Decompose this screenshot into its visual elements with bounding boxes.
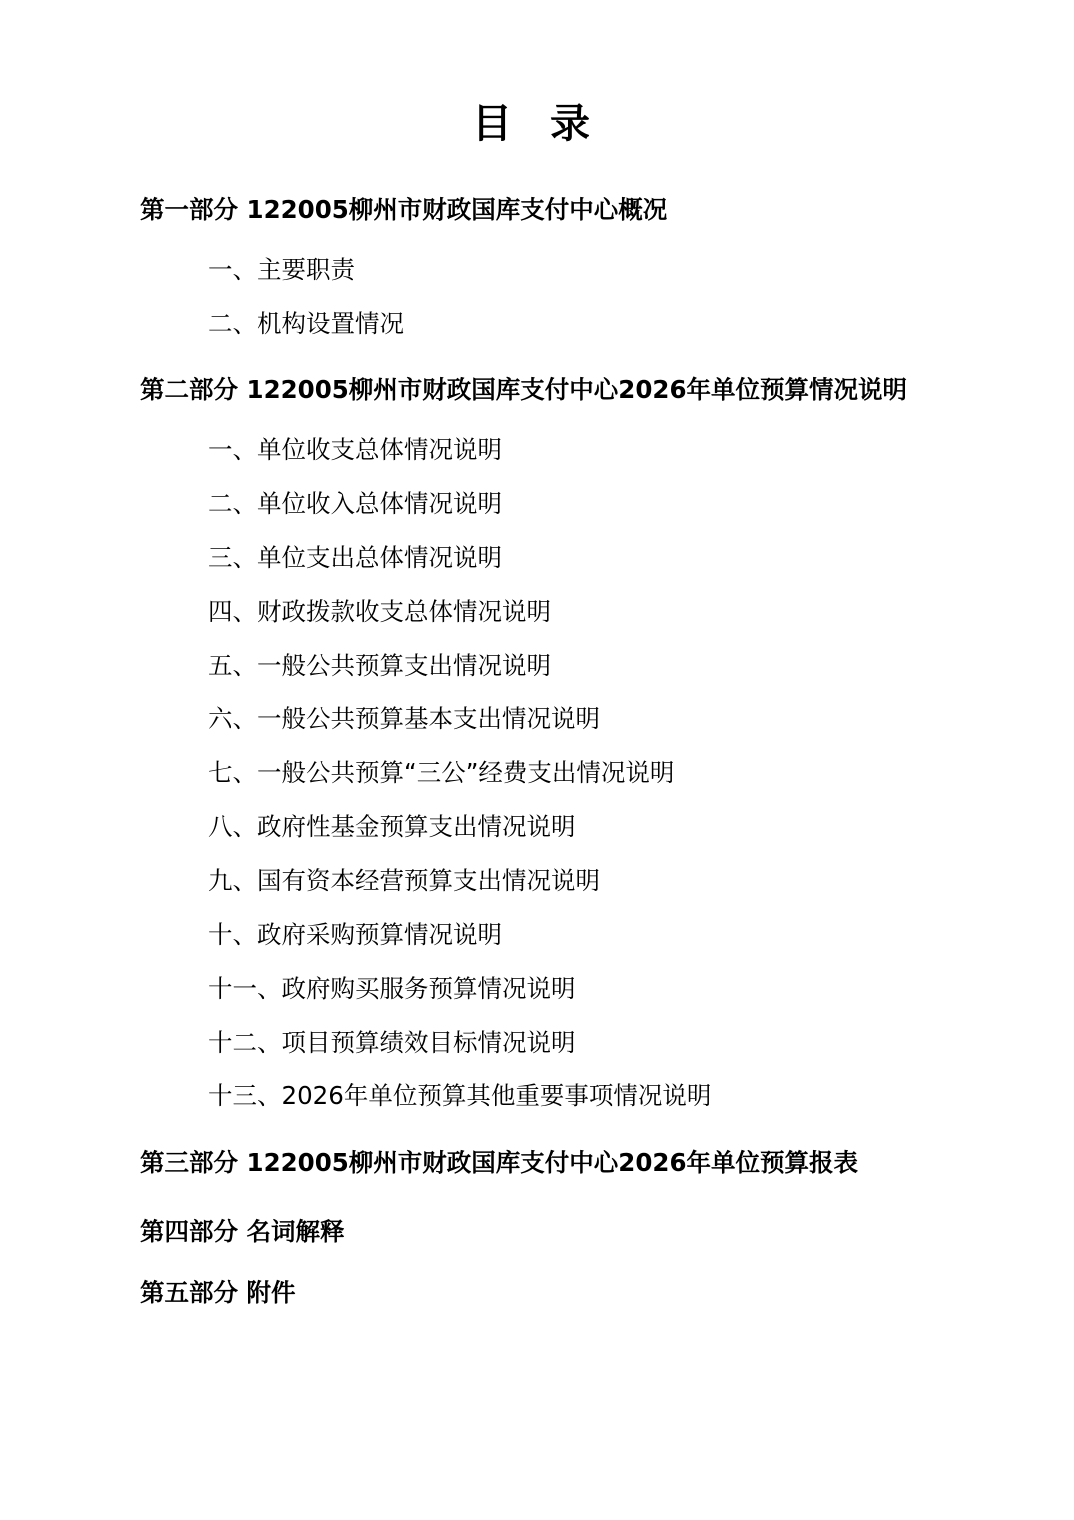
toc-entry-part-1-item-1[interactable]: 一、主要职责 (208, 254, 355, 284)
table-of-contents (72, 193, 1002, 1311)
toc-entry-part-2-item-5[interactable]: 五、一般公共预算支出情况说明 (208, 650, 551, 680)
toc-entry-part-2-item-3[interactable]: 三、单位支出总体情况说明 (208, 542, 502, 572)
toc-entry-part-2-item-4[interactable]: 四、财政拨款收支总体情况说明 (208, 596, 551, 626)
toc-entry-part-2-item-10[interactable]: 十、政府采购预算情况说明 (208, 919, 502, 949)
toc-entry-part-2-item-1[interactable]: 一、单位收支总体情况说明 (208, 435, 502, 465)
toc-entry-part-3[interactable]: 第三部分 122005柳州市财政国库支付中心2026年单位预算报表 (140, 1148, 858, 1178)
toc-entry-part-1[interactable]: 第一部分 122005柳州市财政国库支付中心概况 (140, 195, 668, 224)
toc-entry-part-4[interactable]: 第四部分 名词解释 (140, 1217, 345, 1246)
toc-entry-part-2-item-11[interactable]: 十一、政府购买服务预算情况说明 (208, 973, 576, 1003)
toc-entry-part-2[interactable]: 第二部分 122005柳州市财政国库支付中心2026年单位预算情况说明 (140, 375, 907, 405)
toc-entry-part-2-item-12[interactable]: 十二、项目预算绩效目标情况说明 (208, 1027, 576, 1057)
page-title: 目 录 (472, 101, 602, 147)
toc-entry-part-5[interactable]: 第五部分 附件 (140, 1277, 296, 1307)
toc-entry-part-2-item-6[interactable]: 六、一般公共预算基本支出情况说明 (208, 704, 600, 734)
toc-entry-part-2-item-7[interactable]: 七、一般公共预算“三公”经费支出情况说明 (208, 758, 675, 788)
toc-entry-part-2-item-9[interactable]: 九、国有资本经营预算支出情况说明 (208, 866, 600, 895)
toc-entry-part-2-item-8[interactable]: 八、政府性基金预算支出情况说明 (208, 812, 576, 842)
toc-entry-part-2-item-13[interactable]: 十三、2026年单位预算其他重要事项情况说明 (208, 1081, 712, 1111)
toc-entry-part-2-item-2[interactable]: 二、单位收入总体情况说明 (208, 489, 502, 519)
toc-entry-part-1-item-2[interactable]: 二、机构设置情况 (208, 308, 404, 338)
